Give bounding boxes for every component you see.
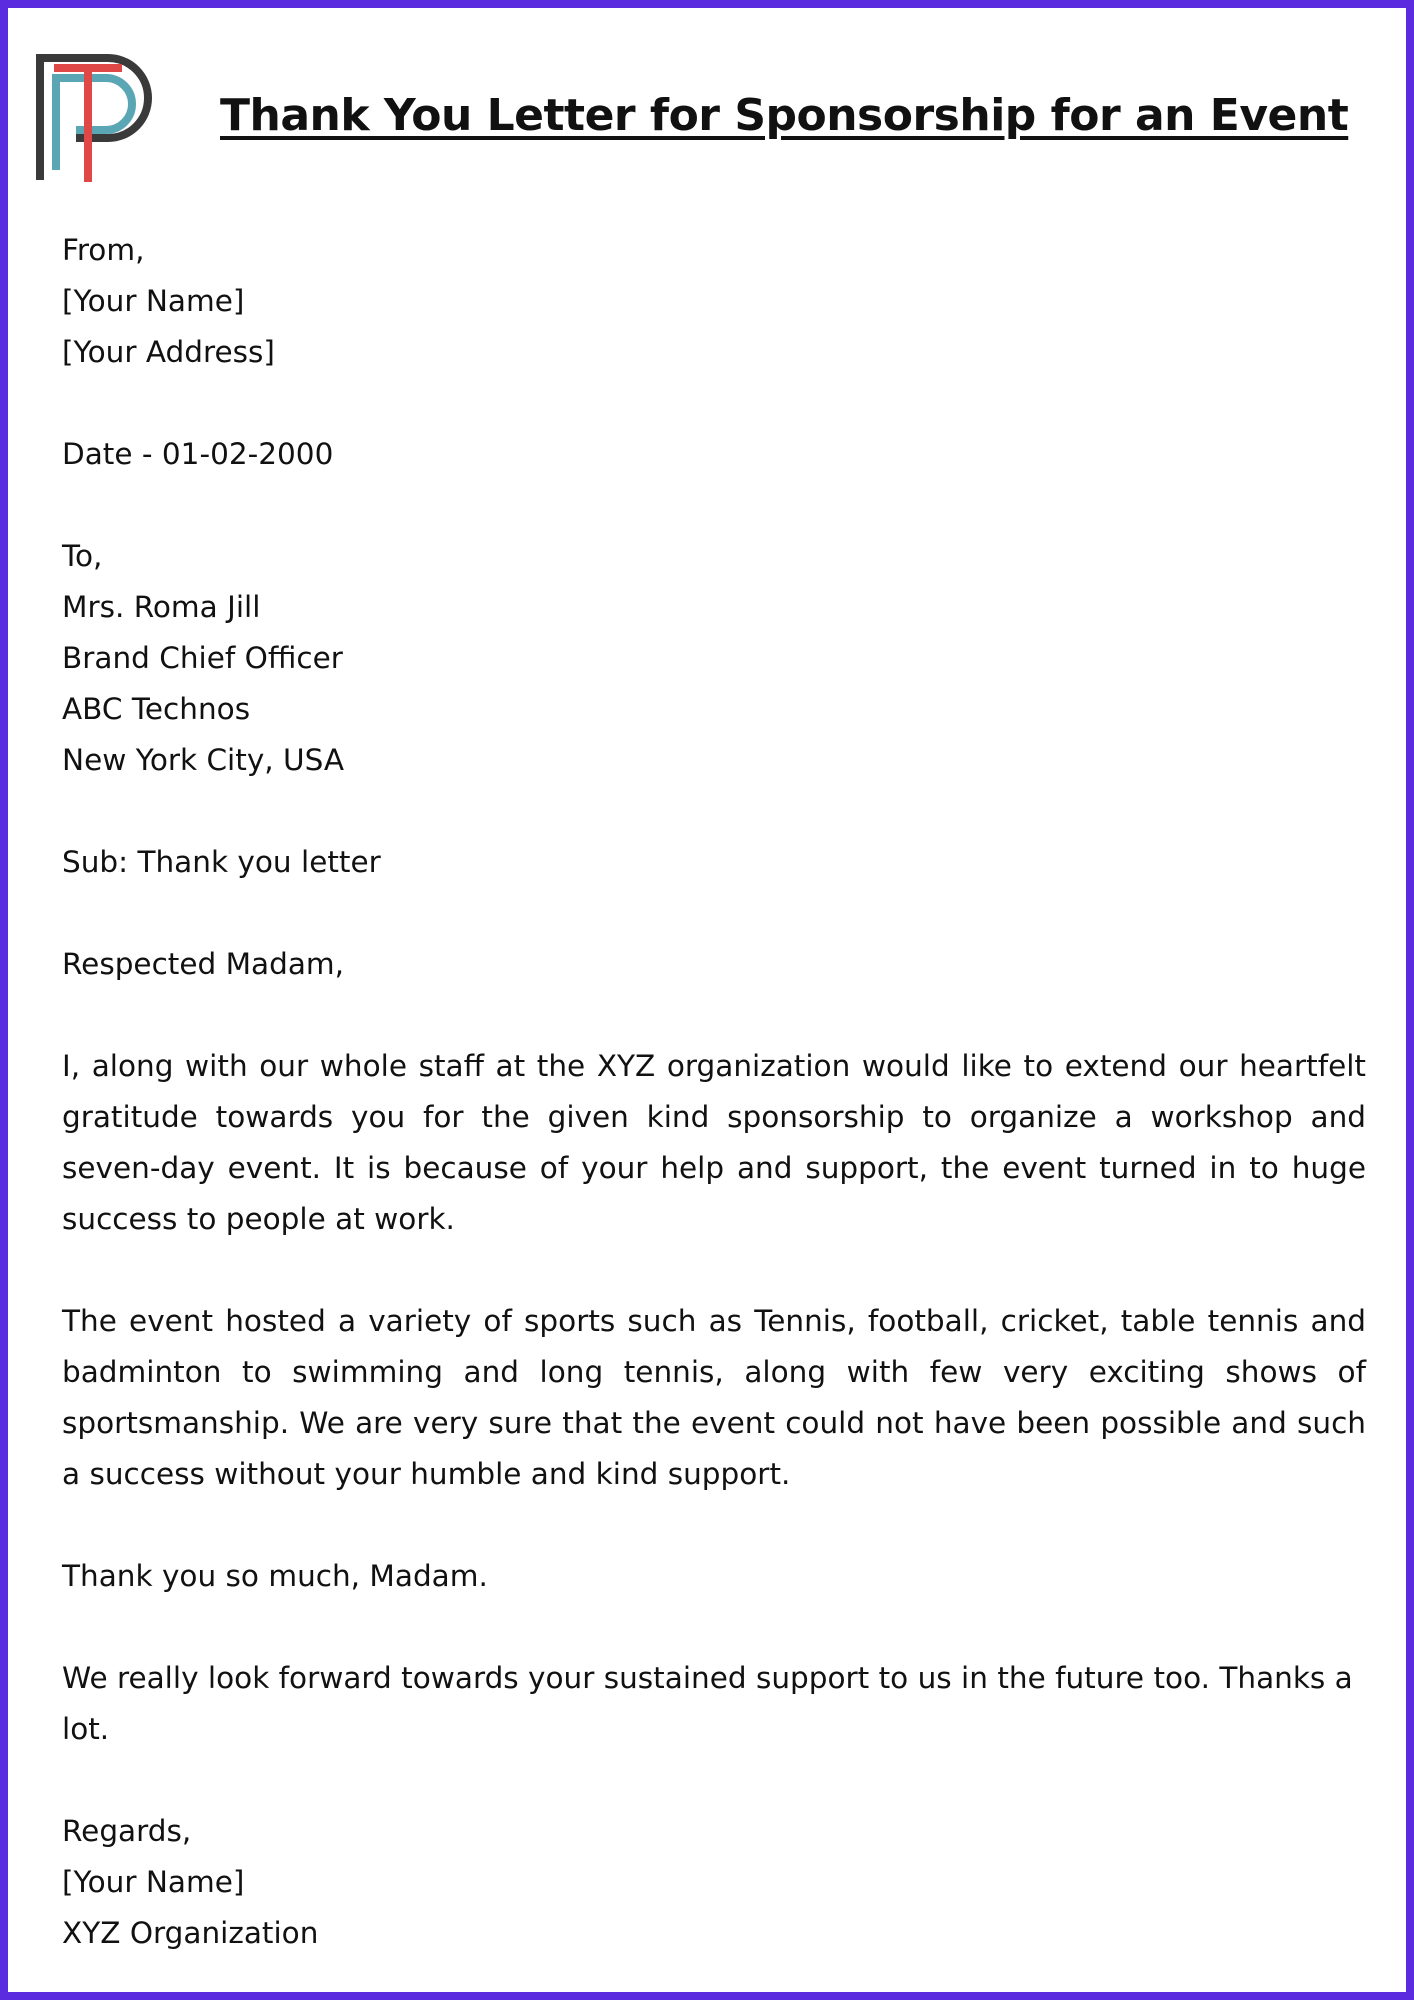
signer-name: [Your Name] xyxy=(62,1865,245,1899)
recipient-company: ABC Technos xyxy=(62,692,251,726)
from-label: From, xyxy=(62,233,145,267)
to-label: To, xyxy=(62,539,103,573)
recipient-name: Mrs. Roma Jill xyxy=(62,590,261,624)
from-address: [Your Address] xyxy=(62,335,275,369)
body-paragraph-2: The event hosted a variety of sports such as Tennis, football, cricket, table tennis and badminton to swimming and long tennis, along with few very exciting shows of sportsmanship. We are very sure that the event could not have been possible and such a success without your humble and kind support. xyxy=(62,1304,1366,1491)
closing: Regards, xyxy=(62,1814,192,1848)
signer-organization: XYZ Organization xyxy=(62,1916,319,1950)
ftp-logo-icon xyxy=(36,52,168,186)
page-title: Thank You Letter for Sponsorship for an Event xyxy=(220,90,1349,141)
salutation: Respected Madam, xyxy=(62,947,345,981)
from-name: [Your Name] xyxy=(62,284,245,318)
body-paragraph-1: I, along with our whole staff at the XYZ organization would like to extend our heartfelt gratitude towards you for the given kind sponsorship to organize a workshop and seven-day event. It is because of your help and support, the event turned in to huge success to people at work. xyxy=(62,1049,1366,1236)
recipient-title: Brand Chief Officer xyxy=(62,641,343,675)
letter-date: Date - 01-02-2000 xyxy=(62,437,334,471)
letter-body xyxy=(62,225,1366,1959)
body-paragraph-3: Thank you so much, Madam. xyxy=(62,1559,488,1593)
recipient-city: New York City, USA xyxy=(62,743,345,777)
body-paragraph-4: We really look forward towards your sustained support to us in the future too. Thanks a lot. xyxy=(62,1661,1353,1746)
subject-line: Sub: Thank you letter xyxy=(62,845,381,879)
